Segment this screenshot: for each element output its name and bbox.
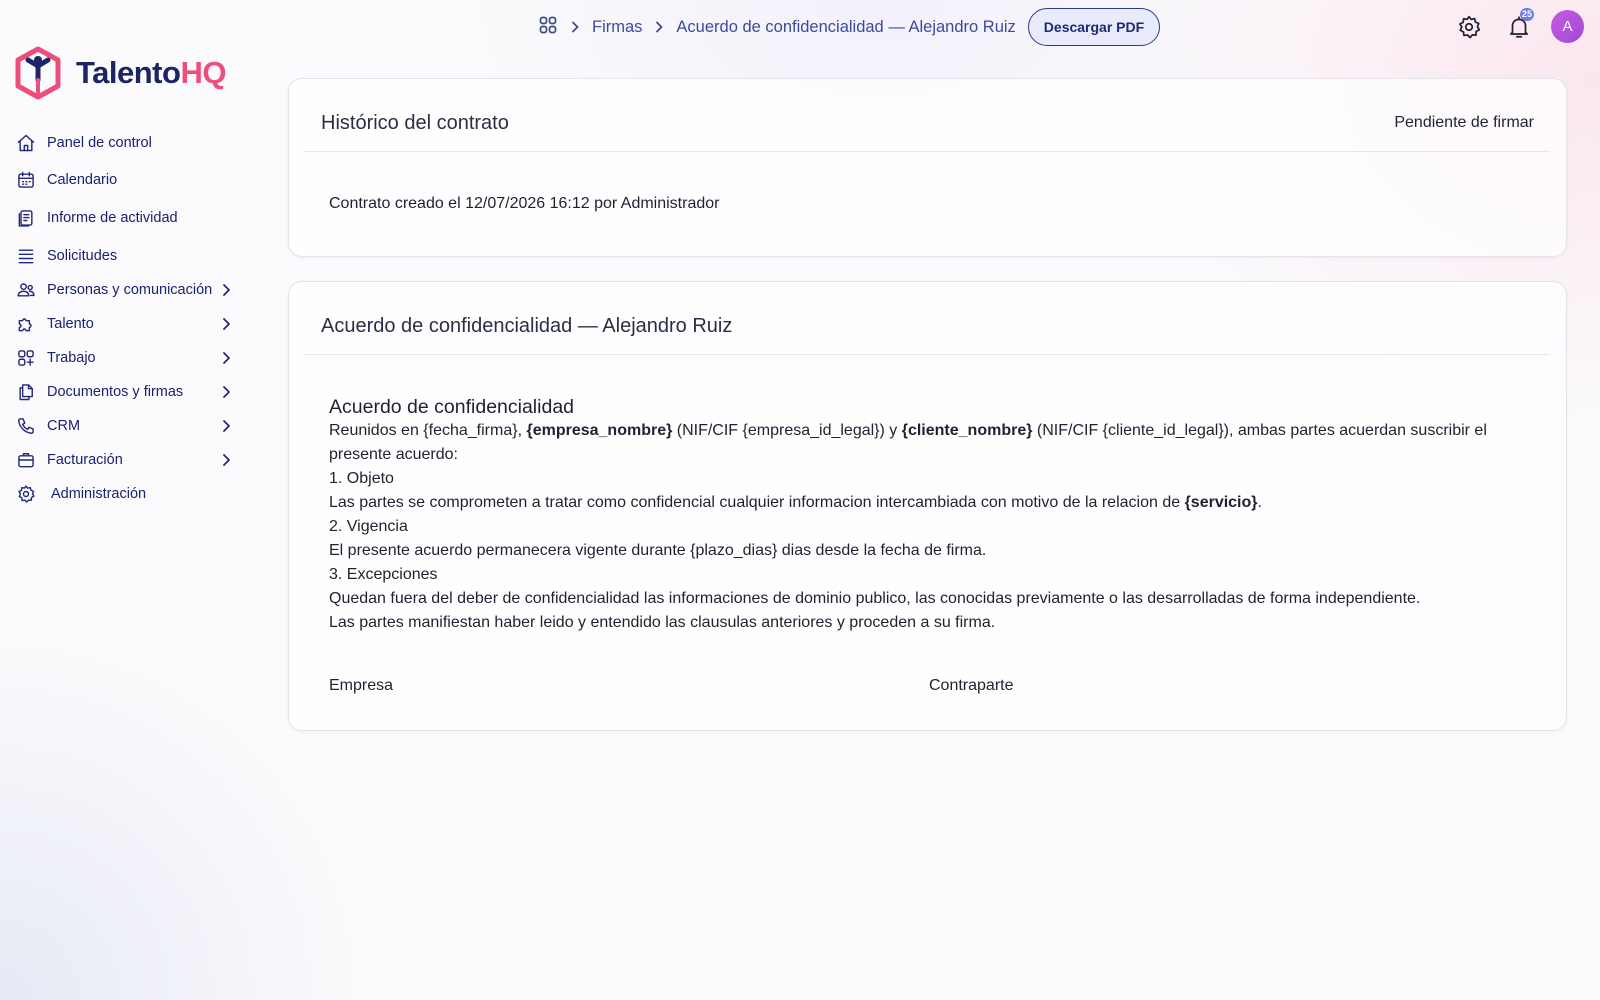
section-heading-excepciones: 3. Excepciones: [329, 566, 438, 583]
sidebar-item-solicitudes[interactable]: [16, 241, 248, 271]
sidebar-item-label: Administración: [51, 486, 147, 502]
home-icon: [16, 133, 36, 153]
sidebar-item-panel-de-control[interactable]: [16, 128, 248, 158]
sidebar-item-label: Trabajo: [47, 350, 96, 366]
sidebar-item-label: CRM: [47, 418, 81, 434]
contract-status: Pendiente de firmar: [1394, 114, 1534, 131]
chevron-right-icon: [218, 418, 234, 434]
apps-grid-icon[interactable]: [538, 15, 558, 40]
intro-company-placeholder: {empresa_nombre}: [526, 422, 673, 439]
section-text-vigencia: El presente acuerdo permanecera vigente durante {plazo_dias} dias desde la fecha de firma.: [329, 542, 987, 559]
objeto-text: Las partes se comprometen a tratar como confidencial cualquier informacion intercambiada con motivo de la relacion de: [329, 494, 1185, 511]
download-pdf-button[interactable]: Descargar PDF: [1028, 8, 1160, 46]
history-card: [288, 78, 1567, 257]
document-body: [329, 395, 1529, 635]
sidebar-item-personas-y-comunicacion[interactable]: [16, 275, 248, 305]
objeto-service-placeholder: {servicio}: [1184, 494, 1258, 511]
intro-client-placeholder: {cliente_nombre}: [901, 422, 1033, 439]
calendar-icon: [16, 170, 36, 190]
brand-name: [76, 55, 226, 91]
chevron-right-icon: [218, 452, 234, 468]
document-card-title: Acuerdo de confidencialidad — Alejandro Ruiz: [321, 315, 733, 337]
closing-text: Las partes manifiestan haber leido y entendido las clausulas anteriores y proceden a su firma.: [329, 614, 996, 631]
people-icon: [16, 280, 36, 300]
sidebar-item-label: Talento: [47, 316, 94, 332]
sidebar-item-calendario[interactable]: [16, 165, 248, 195]
sidebar-item-label: Documentos y firmas: [47, 384, 184, 400]
section-text-excepciones: Quedan fuera del deber de confidencialidad las informaciones de dominio publico, las conocidas previamente o las desarrolladas de forma independiente.: [329, 590, 1421, 607]
intro-text: (NIF/CIF {cliente_id_legal}), ambas partes acuerdan suscribir el presente acuerdo:: [329, 422, 1487, 463]
sidebar-item-administracion[interactable]: [16, 479, 248, 509]
notifications-bell-icon[interactable]: [1506, 9, 1533, 40]
sidebar-item-label: Informe de actividad: [47, 210, 178, 226]
chevron-right-icon: [218, 282, 234, 298]
brand-logo[interactable]: [14, 46, 226, 100]
notification-badge: 25: [1522, 9, 1533, 19]
breadcrumb-current: Acuerdo de confidencialidad — Alejandro Ruiz: [676, 17, 1016, 36]
chevron-right-icon: [218, 350, 234, 366]
chevron-right-icon: [568, 20, 582, 34]
report-icon: [16, 208, 36, 228]
sidebar-item-label: Solicitudes: [47, 248, 118, 264]
history-entry: Contrato creado el 12/07/2026 16:12 por Administrador: [329, 195, 720, 212]
intro-text: (NIF/CIF {empresa_id_legal}) y: [672, 422, 902, 439]
sidebar-item-label: Panel de control: [47, 135, 152, 151]
breadcrumb-link-firmas[interactable]: Firmas: [592, 17, 643, 36]
chevron-right-icon: [218, 384, 234, 400]
signature-label-empresa: Empresa: [329, 677, 394, 694]
section-text-objeto: [329, 491, 1529, 515]
document-card-header: [305, 282, 1550, 355]
grid-icon: [16, 348, 36, 368]
sidebar-item-label: Facturación: [47, 452, 123, 468]
document-card: [288, 281, 1567, 731]
settings-gear-icon[interactable]: [1456, 14, 1482, 40]
sidebar-item-talento[interactable]: [16, 309, 248, 339]
history-card-header: [305, 79, 1550, 152]
briefcase-icon: [16, 450, 36, 470]
document-title: Acuerdo de confidencialidad: [329, 396, 575, 418]
objeto-text-end: .: [1257, 494, 1262, 511]
brand-name-part2: HQ: [180, 55, 226, 90]
logo-cube-icon: [14, 46, 62, 100]
sidebar-item-label: Personas y comunicación: [47, 282, 213, 298]
list-icon: [16, 246, 36, 266]
sidebar-item-facturacion[interactable]: [16, 445, 248, 475]
history-card-title: Histórico del contrato: [321, 112, 509, 134]
sidebar-item-documentos-y-firmas[interactable]: [16, 377, 248, 407]
document-intro-paragraph: [329, 419, 1529, 467]
section-heading-vigencia: 2. Vigencia: [329, 518, 408, 535]
breadcrumb: [538, 12, 1016, 42]
sidebar-item-label: Calendario: [47, 172, 118, 188]
chevron-right-icon: [652, 20, 666, 34]
user-avatar[interactable]: A: [1551, 10, 1584, 43]
puzzle-icon: [16, 314, 36, 334]
sidebar-item-trabajo[interactable]: [16, 343, 248, 373]
sidebar-item-crm[interactable]: [16, 411, 248, 441]
section-heading-objeto: 1. Objeto: [329, 470, 394, 487]
sidebar: [0, 0, 260, 1000]
signature-label-contraparte: Contraparte: [929, 677, 1014, 694]
brand-name-part1: Talento: [76, 55, 181, 90]
gear-icon: [16, 484, 36, 504]
sidebar-item-informe-de-actividad[interactable]: [16, 203, 248, 233]
chevron-right-icon: [218, 316, 234, 332]
intro-text: Reunidos en {fecha_firma},: [329, 422, 527, 439]
documents-icon: [16, 382, 36, 402]
phone-icon: [16, 416, 36, 436]
